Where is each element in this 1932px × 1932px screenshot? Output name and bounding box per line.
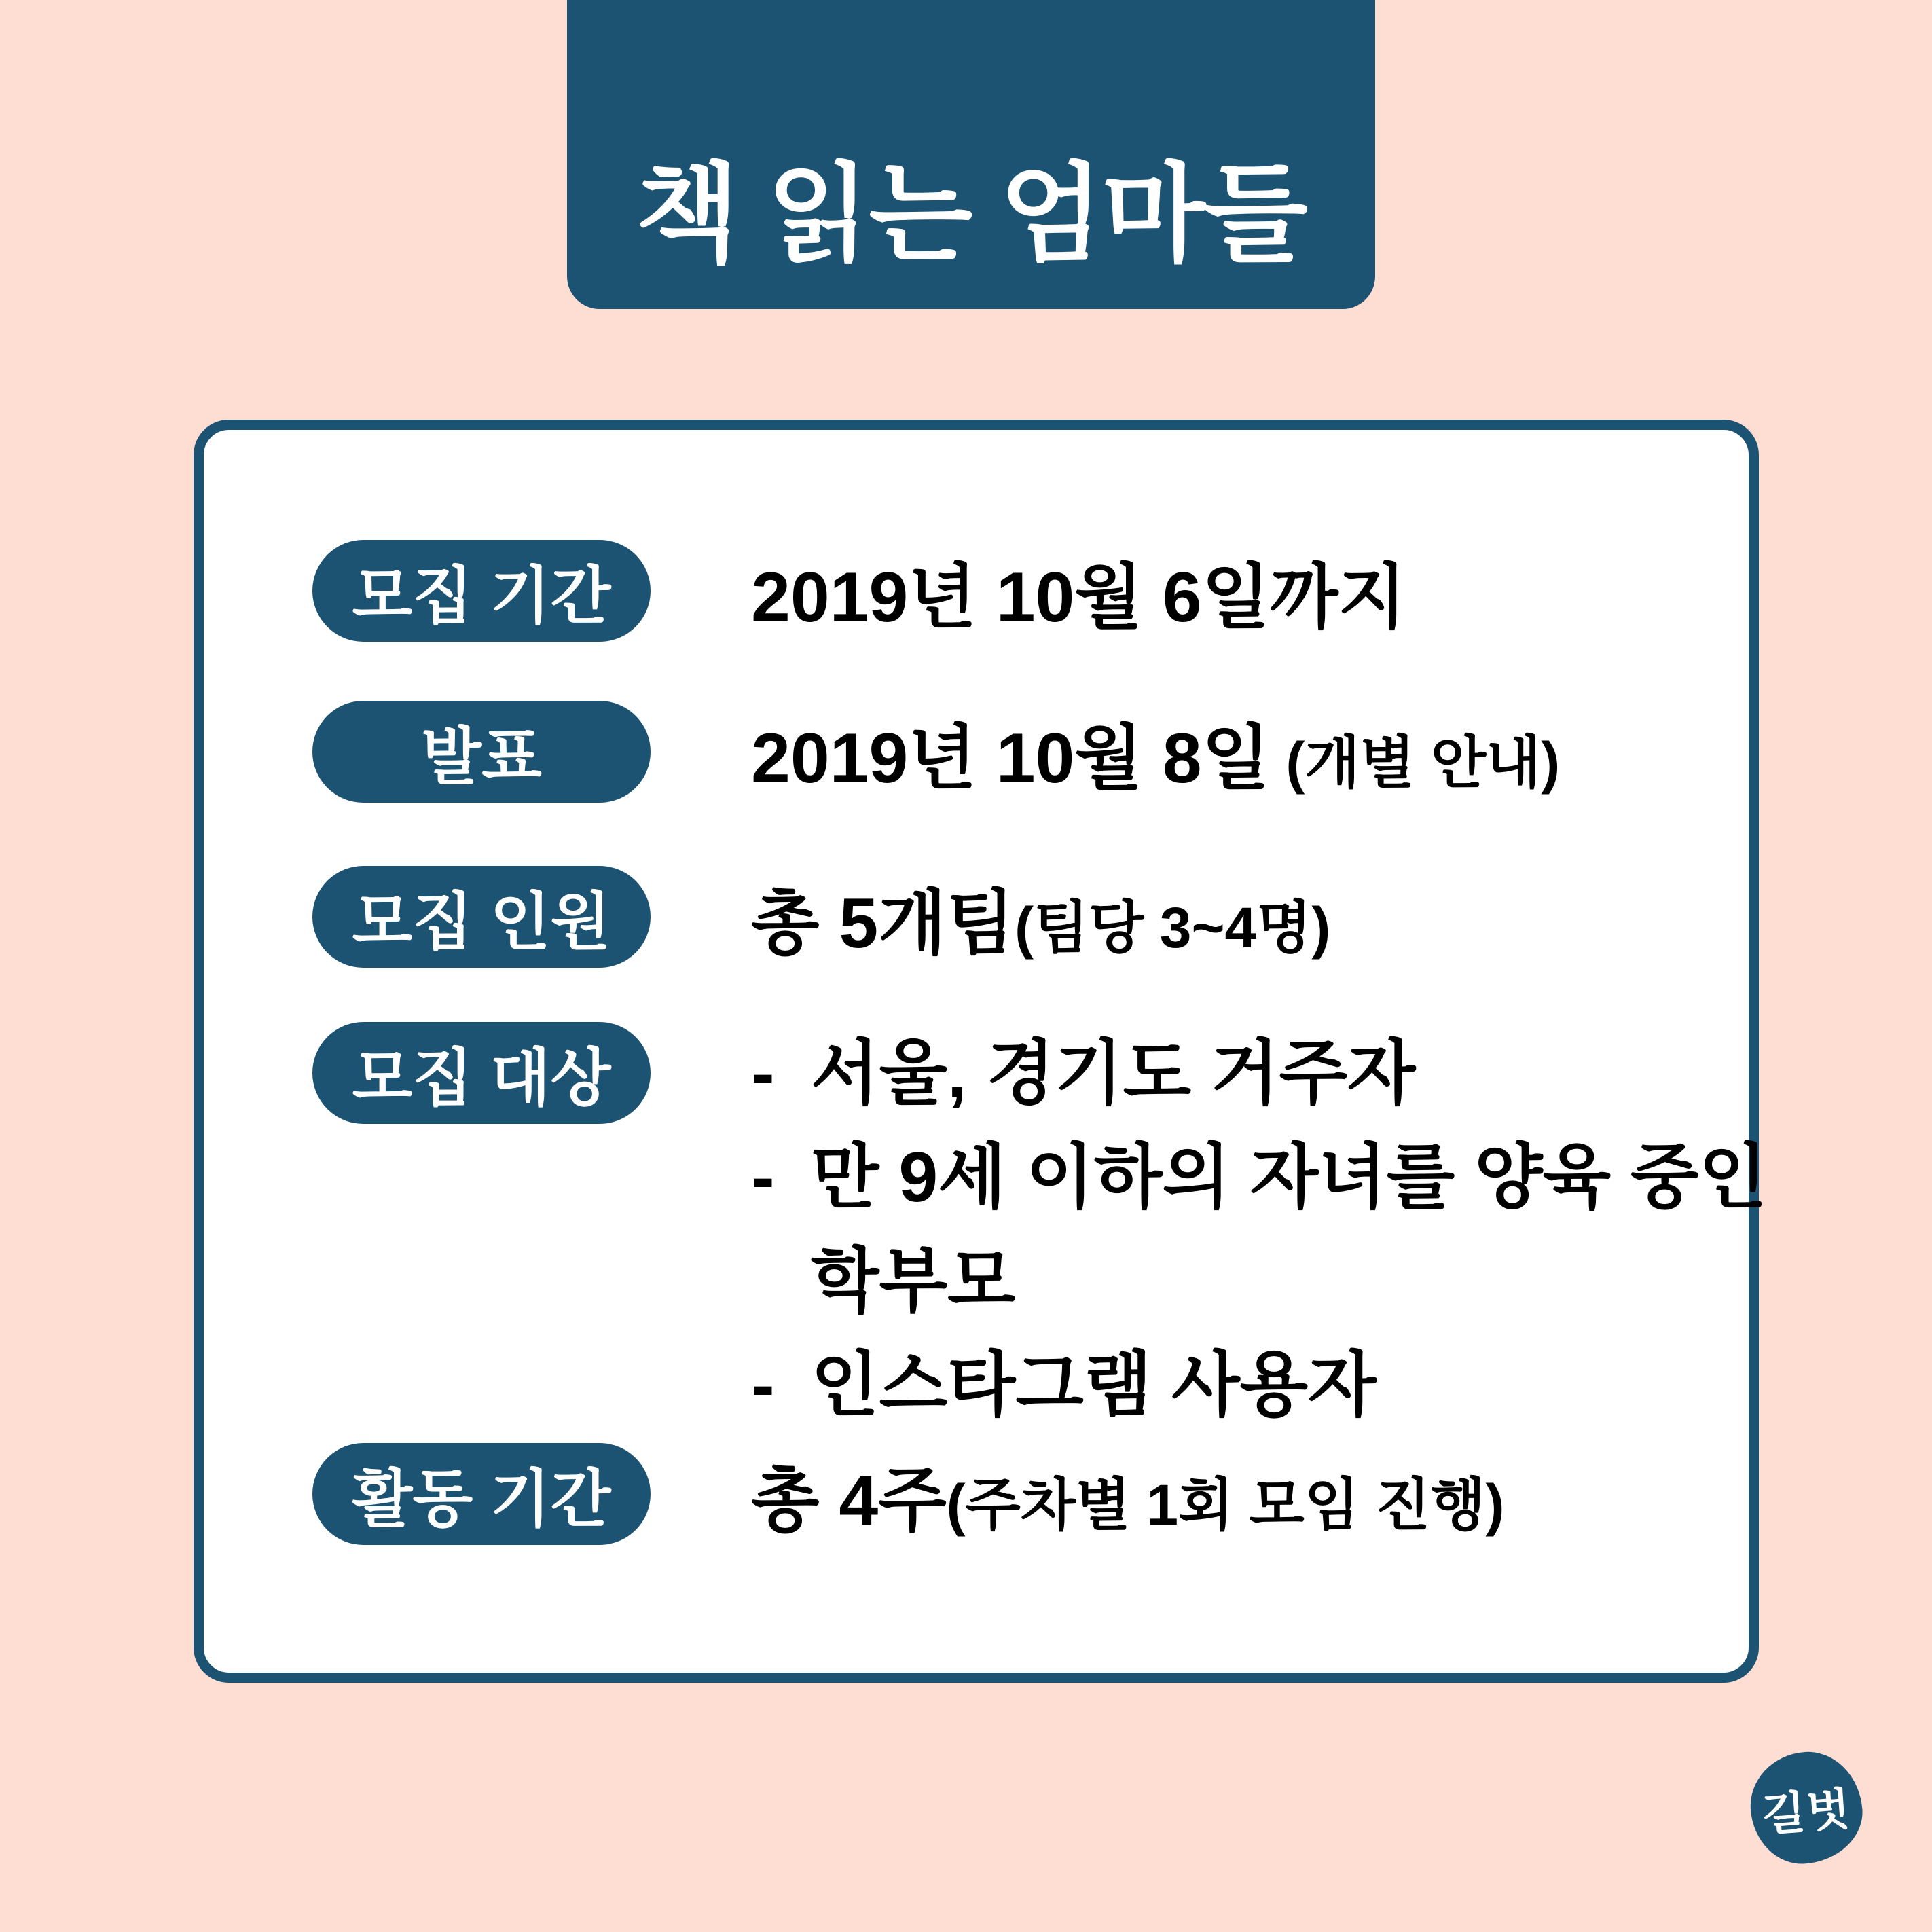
badge-recruit-period: [312, 540, 651, 642]
gilbeot-logo-text: 길벗: [1760, 1783, 1853, 1840]
badge-recruit-count: [312, 866, 651, 968]
recruit-count-text: 총 5개팀: [751, 884, 1015, 963]
recruit-count-note-text: (팀당 3~4명): [1015, 896, 1331, 960]
badge-recruit-target: [312, 1022, 651, 1124]
badge-announcement-label: 발표: [421, 723, 542, 792]
row-recruit-period: [312, 540, 1406, 642]
badge-recruit-target-label: 모집 대상: [352, 1044, 611, 1113]
list-item: [751, 1126, 1767, 1230]
recruit-target-list: [751, 1022, 1767, 1438]
row-activity-period: [312, 1443, 1505, 1545]
announcement-note-text: (개별 안내): [1270, 731, 1561, 795]
row-recruit-target: [312, 1022, 1767, 1438]
row-recruit-count: [312, 866, 1330, 968]
badge-activity-period: [312, 1443, 651, 1545]
list-item-dash: -: [751, 1138, 775, 1217]
info-card: [194, 420, 1767, 1683]
activity-period-text: 총 4주: [751, 1461, 947, 1540]
badge-activity-period-label: 활동 기간: [352, 1465, 611, 1534]
activity-period-note-text: (주차별 1회 모임 진행): [946, 1473, 1505, 1537]
list-item-indent: [751, 1230, 811, 1334]
list-item: [751, 1334, 1767, 1438]
value-activity-period: [751, 1443, 1505, 1545]
list-item-text: 만 9세 이하의 자녀를 양육 중인: [811, 1138, 1767, 1217]
badge-recruit-period-label: 모집 기간: [352, 562, 611, 631]
row-announcement: [312, 701, 1560, 803]
title-banner: [567, 0, 1375, 309]
value-announcement: [751, 701, 1560, 803]
list-item-text: 서울, 경기도 거주자: [811, 1034, 1416, 1113]
page-title: 책 읽는 엄마들: [636, 155, 1307, 274]
value-recruit-count: [751, 866, 1330, 968]
badge-recruit-count-label: 모집 인원: [352, 888, 611, 957]
list-item-dash: -: [751, 1346, 775, 1425]
recruit-period-text: 2019년 10월 6일까지: [751, 558, 1406, 637]
list-item-text: 학부모: [811, 1242, 1016, 1321]
list-item-dash: -: [751, 1034, 775, 1113]
gilbeot-stamp-logo: [1747, 1748, 1865, 1867]
list-item-continuation: [751, 1230, 1767, 1334]
list-item: [751, 1022, 1767, 1126]
badge-announcement: [312, 701, 651, 803]
value-recruit-period: [751, 540, 1406, 642]
list-item-text: 인스타그램 사용자: [811, 1346, 1377, 1425]
announcement-date-text: 2019년 10월 8일: [751, 719, 1271, 798]
